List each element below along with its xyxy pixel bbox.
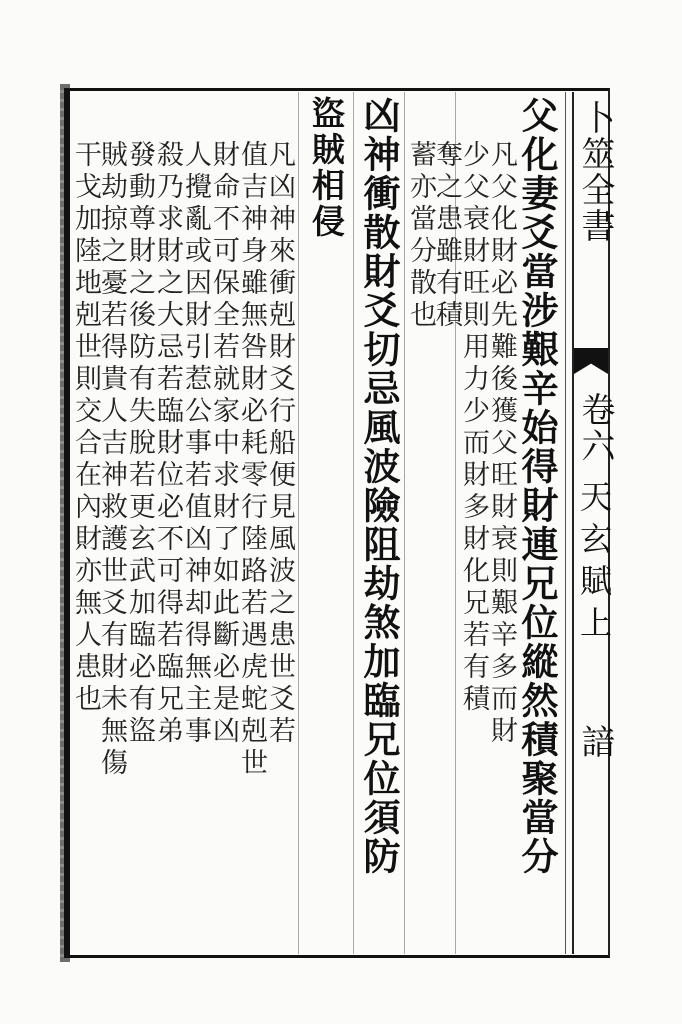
text-column-commentary: 蓄亦當分散也 <box>405 140 436 332</box>
text-column-commentary: 人攪亂或因財引惹公事若值凶神却得無主事 <box>180 140 211 748</box>
text-column-commentary: 凡凶神來衝剋財爻行船便見風波之患世爻若 <box>264 140 295 748</box>
text-column-commentary: 干戈加陸地剋世則交合在內財亦無人患也 <box>70 140 101 716</box>
text-column-main: 父化妻爻當涉艱辛始得財連兄位縱然積聚當分 <box>515 96 559 876</box>
text-column-commentary: 發動尊財之後防有失脫若更玄武加臨必有盜 <box>124 140 155 748</box>
text-column-main: 凶神衝散財爻切忌風波險阻劫煞加臨兄位須防 <box>357 96 401 876</box>
text-column-main: 盜賊相侵 <box>307 96 346 240</box>
column-rule <box>353 92 354 954</box>
book-title: 卜筮全書 <box>575 100 615 244</box>
volume-label: 卷六 <box>575 392 615 464</box>
text-column-commentary: 值吉神身雖無咎財必耗零行陸路若遇虎蛇剋世 <box>236 140 267 780</box>
column-rule <box>298 92 299 954</box>
text-column-commentary: 殺乃求財之大忌若臨財位必不可得若臨兄弟 <box>152 140 183 748</box>
text-column-commentary: 奪之患雖有積 <box>431 140 462 332</box>
text-column-commentary: 凡父化財必先難後獲父旺財衰則艱辛多而財 <box>486 140 517 748</box>
text-column-commentary: 財命不可保全若就家中求財了如此斷必是凶 <box>208 140 239 748</box>
page-note: 諳 <box>575 724 615 760</box>
text-column-commentary: 少父衰財旺則用力少而財多財化兄若有積 <box>458 140 489 716</box>
column-rule <box>565 92 566 954</box>
section-label: 天玄賦上 <box>575 480 613 648</box>
text-column-commentary: 賊劫掠之憂若得貴人吉神救護世爻有財未無傷 <box>96 140 127 780</box>
